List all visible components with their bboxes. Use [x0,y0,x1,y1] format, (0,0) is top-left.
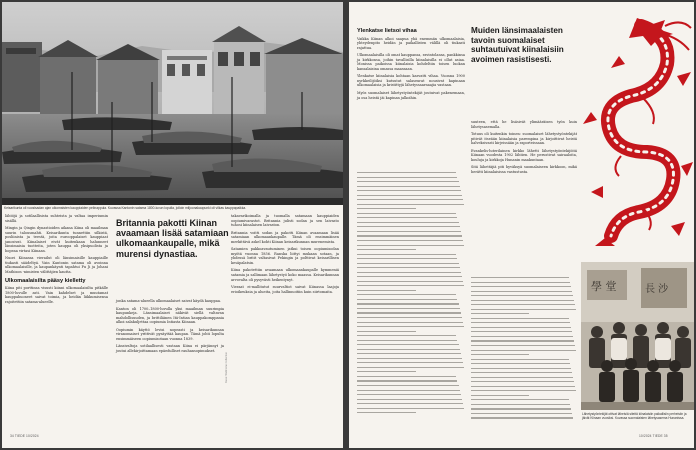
text-line [357,394,461,395]
paragraph: Vaikka Kiinan alkoi saapua yhä enemmän ulkomaalaisia, yhteydenpito heidän ja paikallisten välillä oli tiukasti rajattua. [357,36,465,50]
text-line [357,371,416,372]
text-line [357,258,457,259]
text-line [471,372,572,373]
paragraph: Evankelis-luterilainen kirkko lähetti lähetystyöntekijöitä Kiinaan vuodesta 1902 lähtien. He perustivat sairaaloita, kouluja ja kirkkoja Hunanin maakuntaan. [471,148,577,162]
missionaries-photo-illustration [581,262,694,410]
text-line [471,390,576,391]
text-line [471,309,576,310]
text-line [471,313,529,314]
text-line [357,312,461,313]
text-line [471,300,574,301]
right-column-2 [471,120,577,177]
text-line [357,199,463,200]
text-line [357,181,459,182]
text-line [471,345,575,346]
paragraph: Kanton oli 1700–1800-luvulla yksi maailman suurimpia kaupunkeja. Länsimaalaiset näkivät siellä valtavan mahdollisuuden, ja brittiläinen Itä-Intian kauppakomppania alkoi salakuljettaa oopiumia Intiasta Kiinaan. [116,306,224,325]
text-line [357,353,461,354]
text-line [471,295,573,296]
text-line [471,408,571,409]
dragon-illustration [581,16,694,246]
harbour-photo [2,2,343,205]
paragraph: Kiina pakotettiin avaamaan ulkomaankaupalle kymmeniä satamia ja sallimaan lähetystyö koko maassa. Keisarikunnan arvovalta oli pysyvästi heikentynyt. [231,268,339,282]
text-line [471,304,575,305]
text-line [471,381,574,382]
text-line [357,222,459,223]
text-line [357,213,456,214]
text-line [471,395,529,396]
svg-text:學 堂: 學 堂 [591,280,617,293]
text-line [357,235,462,236]
paragraph: Oopiumin käyttö levisi nopeasti ja keisarikunnan viranomaiset yrittivät pysäyttää kaupan. Tämä johti lopulta ensimmäiseen oopiumisotaan vuonna 1839. [116,327,224,341]
text-line [357,340,457,341]
text-line [471,318,569,319]
paragraph: Länsivaltoja sotilaallisesti vastaan Kiina ei pärjännyt ja joutui allekirjoittamaan epäedulliset rauhansopimukset. [116,344,224,353]
text-line [357,376,456,377]
paragraph: Vieraat ei-mallitutut suurvaltiot saivat Kiinassa laajoja erioikeuksia ja alueita, joita hallinnoitiin kuin siirtomaita. [231,285,339,294]
text-line [357,299,457,300]
text-line [357,349,460,350]
text-line [471,277,569,278]
missionaries-photo [581,262,694,410]
text-line [357,217,457,218]
text-line [357,331,416,332]
right-column-1-continued [357,172,465,422]
text-line [471,413,572,414]
text-line [357,204,464,205]
text-line [357,367,464,368]
text-line [357,272,461,273]
right-page [349,2,694,448]
pull-quote: Britannia pakotti Kiinan avaamaan lisää satamiaan ulkomaankaupalle, mikä murensi dynastiaa. [116,218,229,259]
text-line [357,226,460,227]
text-line [471,291,572,292]
text-line [471,386,575,387]
text-line [471,363,570,364]
text-line [357,177,457,178]
text-line [471,417,573,418]
text-line [357,390,460,391]
right-column-1 [357,26,465,103]
paragraph: suuteen, että he lisäsivät ylimääräisen työn kuin lähetysasemalla. [471,120,577,129]
right-column-2-continued [471,277,577,427]
paragraph: lähtöjä ja sotilaallisista suhteista ja valtaa imperiumin sisällä. [5,214,108,223]
text-line [357,403,463,404]
paragraph: Myös suomalaiset lähetystyöntekijät joutuivat pakenemaan, ja osa heistä jäi kapinan jalkoihin. [357,90,465,100]
text-line [357,254,456,255]
paragraph: Totuus oli kuitenkin toinen: suomalaiset lähetystyöntekijät pitivät itseään kiinalaisia parempina ja kirjoittivat heistä halveksivasti kirjeissään ja raporteissaan. [471,132,577,146]
text-line [357,208,416,209]
text-line [471,354,529,355]
text-line [357,240,463,241]
dragon-icon [581,16,694,246]
text-line [471,327,571,328]
photo-credit: Kuva: Wellcome Collection [225,352,228,383]
text-line [357,249,416,250]
paragraph: Mingin ja Qingin dynastioiden aikana Kiina oli maailman suurin talousmahti. Keisarikunta tunnettiin silkistä, posliinista ja teestä, joita eurooppalaiset kauppiaat janosivat. Kiinalaiset eivät kuitenkaan halunneet länsimaisia tuotteita, joten kauppa oli yksipuolista ja hopeaa virtasi Kiinaan. [5,226,108,253]
text-line [357,326,464,327]
section-heading: Ulkomaalaisilta pääsy kielletty [5,277,86,284]
text-line [357,195,462,196]
text-line [357,290,416,291]
text-line [357,412,416,413]
paragraph: Nuori Kiinassa vierailut oli länsimaisille kauppiaille tiukasti säädeltyä. Vain Kantonin satama oli avoinna ulkomaalaisille, ja kaupankäynti tapahtui Pu Ji ja Johani Mathison -nimisten välittäjien kautta. [5,256,108,275]
text-line [357,308,460,309]
text-line [357,267,460,268]
paragraph: Sitä lähettäjiä piti hyväksyä suomalaiseen kirkkoon, mikä herätti kiinalaisissa vastustusta. [471,165,577,174]
paragraph: takavarikoimalla ja tuomalla satamaan kauppiaiden oopiumivarastot. Britannia julisti sodan ja sen laivasto tuhosi kiinalaisen laivaston. [231,214,339,228]
text-line [357,263,459,264]
text-line [357,380,457,381]
left-column-1 [5,214,108,307]
text-line [471,404,570,405]
text-line [471,331,572,332]
text-line [471,368,571,369]
text-line [357,362,463,363]
text-line [471,377,573,378]
section-heading: Ylenkatse lietsoi vihaa [357,28,417,34]
paragraph: Britannia voitti sodan ja pakotti Kiinan avaamaan lisää satamiaan ulkomaankaupalle. Tämä oli ensimmäinen merkittävä askel kohti Kiinan keisarikunnan murenemista. [231,230,339,244]
paragraph: Kiina piti porttinsa visusti kiinni ulkomaalaisilta pitkälle 1800-luvulle asti. Vain kahdelset ja muutamat kauppahuoneet saivat toimia, ja heidän liikkumisensa rajoitettiin satama-alueelle. [5,286,108,304]
text-line [357,322,463,323]
text-line [357,335,456,336]
text-line [357,172,456,173]
text-line [471,359,569,360]
text-line [357,385,459,386]
text-line [471,322,570,323]
text-line [357,285,464,286]
text-line [471,399,569,400]
text-line [357,303,459,304]
text-line [357,317,462,318]
text-line [471,282,570,283]
text-line [357,294,456,295]
paragraph: Ylenkatse kiinalaisia kohtaan kasvatti vihaa. Vuonna 1900 nyrkkeilijöiksi kutsutut salaseurat nousivat kapinaan ulkomaalaisia ja kristittyjä lähetyssaarnaajia vastaan. [357,74,465,88]
text-line [471,340,574,341]
harbour-photo-illustration [2,2,343,205]
text-line [357,281,463,282]
missionaries-photo-caption: Lähetystyöntekijät ottivat läheisiä siteitä kiinalaisiin paikallisiin perheisiin ja jäivät Kiinaan vuosiksi. Kuvassa suomalaisten lähetysasema Hunanissa. [582,412,687,421]
left-column-2 [116,299,224,356]
text-line [471,286,571,287]
text-line [357,190,461,191]
harbour-photo-caption: Keisarikunta oli vuosisadan ajan ulkomaisten kauppiaiden pelinappula. Kuvassa Kantonin satama 1800-luvun lopulla, jolloin miljoonakaupunki oli vilkas kauppapaikka. [4,206,247,210]
paragraph: Satamien pakkoavautuminen jatkui toisen oopiumisodan myötä vuonna 1856. Ranska liittyi mukaan sotaan, ja yhdessä britit valtasivat Pekingin ja polttivat keisarillisen kesäpalatsin. [231,247,339,265]
text-line [357,408,464,409]
left-page [2,2,343,448]
text-line [471,336,573,337]
svg-text:長 沙: 長 沙 [645,284,669,295]
text-line [357,358,462,359]
paragraph: jonka satama-alueella ulkomaalaiset saivat käydä kauppaa. [116,299,222,303]
text-line [357,276,462,277]
pull-quote: Muiden länsimaalaisten tavoin suomalaiset suhtautuivat kiinalaisiin avoimen rasistisesti. [471,26,564,64]
text-line [357,399,462,400]
text-line [357,186,460,187]
text-line [357,245,464,246]
right-page-footer: 10/2024 TIEDE 35 [639,434,668,438]
text-line [471,350,576,351]
text-line [357,231,461,232]
text-line [357,344,459,345]
left-column-3 [231,214,339,297]
paragraph: Ulkomaalaisilla oli omat kauppansa, ravintolansa, pankkinsa ja kirkkonsa, joihin tavallisilla kiinalaisilla ei ollut asiaa. Monissa paikoissa kiinalaisia kohdeltiin toisen luokan kansalaisina omassa maassaan. [357,53,465,71]
left-page-footer: 34 TIEDE 10/2024 [10,434,39,438]
